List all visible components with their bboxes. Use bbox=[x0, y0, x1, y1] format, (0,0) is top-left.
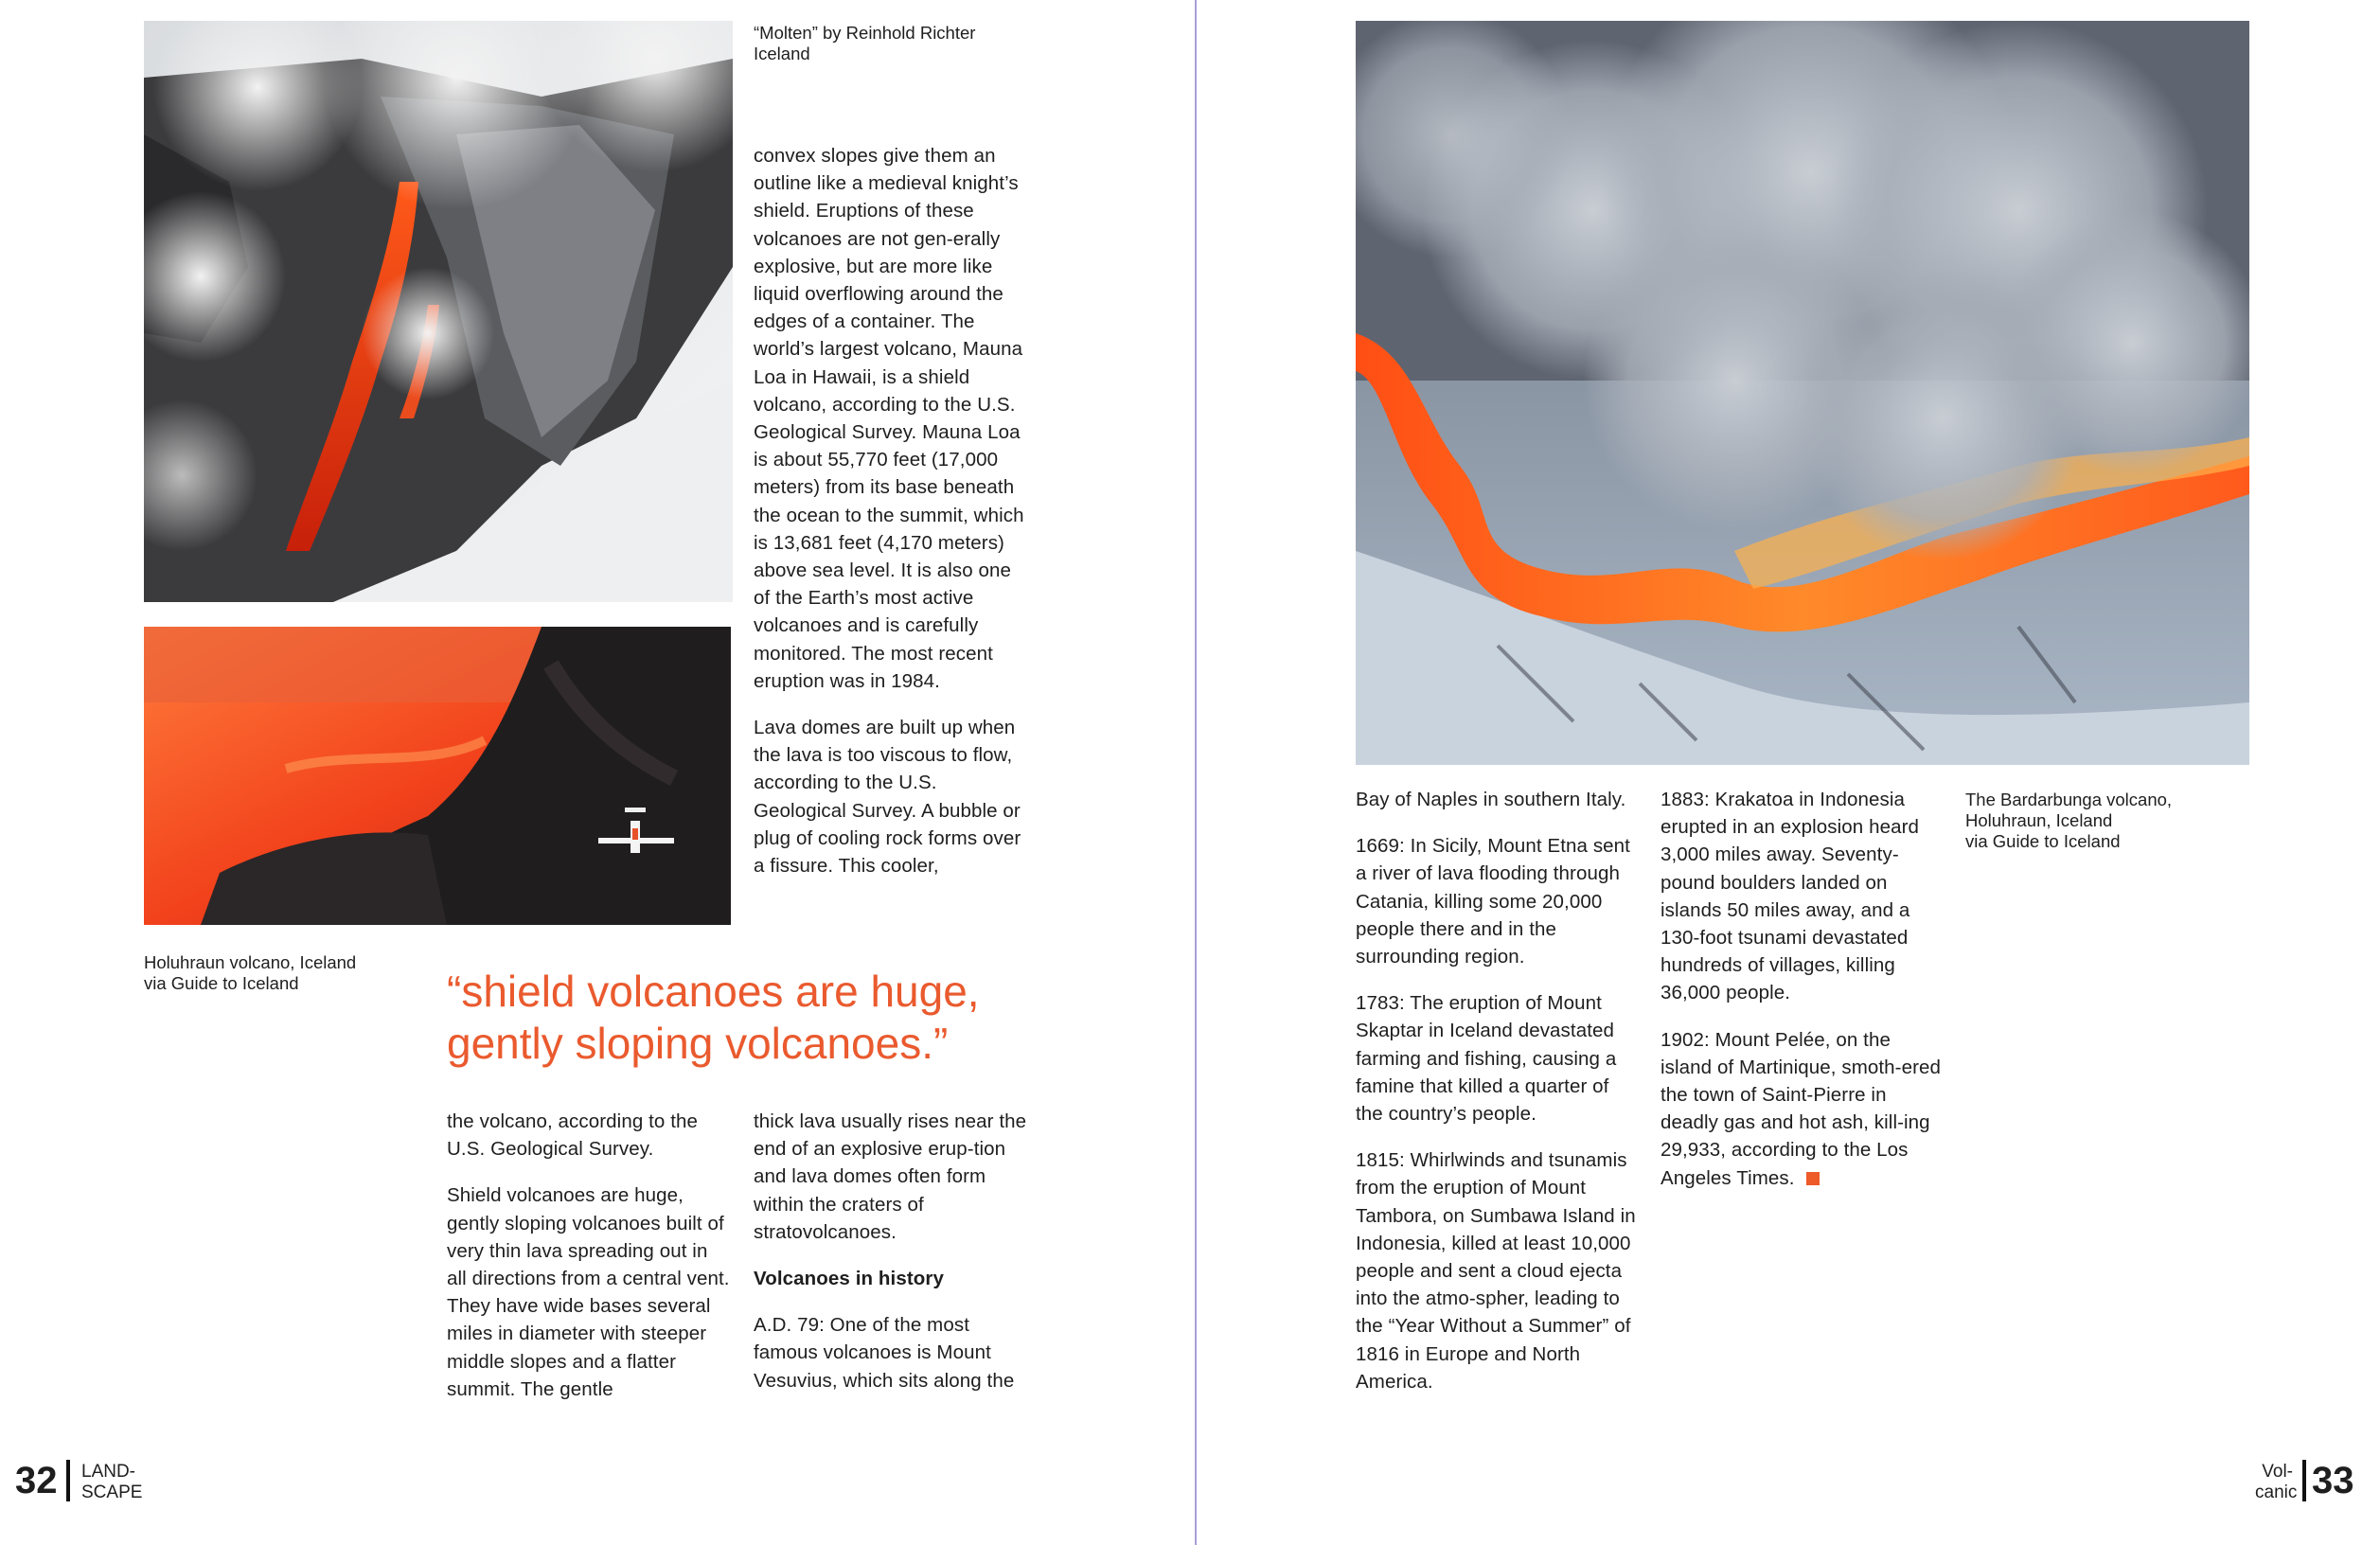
right-column-2 bbox=[1661, 786, 1945, 1211]
lower-column-a bbox=[447, 1108, 731, 1422]
page-number-left: 32 bbox=[15, 1460, 58, 1501]
caption-line: via Guide to Iceland bbox=[144, 973, 299, 993]
caption-line: The Bardarbunga volcano, bbox=[1965, 790, 2173, 809]
caption-line: Holuhraun, Iceland bbox=[1965, 810, 2113, 830]
section-label-left bbox=[81, 1462, 142, 1503]
quote-line: gently sloping volcanoes.” bbox=[447, 1019, 949, 1068]
paragraph: 1902: Mount Pelée, on the island of Martinique, smoth-ered the town of Saint-Pierre in deadly gas and hot ash, kill-ing 29,933, according to the Los Angeles Times. bbox=[1661, 1028, 1942, 1189]
molten-photo-caption bbox=[754, 23, 1038, 64]
section-label-line: LAND- bbox=[81, 1462, 136, 1482]
caption-line: Holuhraun volcano, Iceland bbox=[144, 952, 357, 972]
holuhraun-plane-photo bbox=[144, 627, 731, 925]
caption-line: “Molten” by Reinhold Richter bbox=[754, 23, 976, 43]
paragraph: Lava domes are built up when the lava is too viscous to flow, according to the U.S. Geological Survey. A bubble or plug of cooling rock forms over a fissure. This cooler, bbox=[754, 717, 1021, 878]
bardarbunga-volcano-photo bbox=[1356, 21, 2249, 765]
section-label-line: canic bbox=[2255, 1483, 2298, 1502]
paragraph-with-endmark bbox=[1661, 1026, 1945, 1192]
section-label-line: Vol- bbox=[2262, 1462, 2293, 1482]
paragraph: convex slopes give them an outline like a medieval knight’s shield. Eruptions of these volcanoes are not gen-erally explosive, but are more like liquid overflowing around the edges of a container. The world’s largest volcano, Mauna Loa in Hawaii, is a shield volcano, according to the U.S. Geological Survey. Mauna Loa is about 55,770 feet (17,000 meters) from its base beneath the ocean to the summit, which is 13,681 feet (4,170 meters) above sea level. It is also one of the Earth’s most active volcanoes and is carefully monitored. The most recent eruption was in 1984. bbox=[754, 145, 1024, 692]
holuhraun-photo-caption bbox=[144, 952, 428, 994]
caption-line: via Guide to Iceland bbox=[1965, 831, 2121, 851]
folio-bar-left bbox=[66, 1460, 70, 1501]
section-label-right bbox=[2255, 1462, 2298, 1503]
paragraph: Bay of Naples in southern Italy. bbox=[1356, 789, 1626, 810]
caption-line: Iceland bbox=[754, 44, 810, 63]
paragraph: the volcano, according to the U.S. Geological Survey. bbox=[447, 1110, 699, 1161]
paragraph: 1815: Whirlwinds and tsunamis from the eruption of Mount Tambora, on Sumbawa Island in Indonesia, killed at least 10,000 people and sent a cloud ejecta into the atmo-spher, leading to the “Year Without a Summer” of 1816 in Europe and North America. bbox=[1356, 1149, 1636, 1393]
paragraph: 1783: The eruption of Mount Skaptar in Iceland devastated farming and fishing, causing a famine that killed a quarter of the country’s people. bbox=[1356, 992, 1617, 1126]
lower-column-b bbox=[754, 1108, 1032, 1413]
end-mark-square bbox=[1806, 1172, 1820, 1185]
folio-bar-right bbox=[2302, 1460, 2306, 1501]
page-number-right: 33 bbox=[2312, 1460, 2354, 1501]
pull-quote bbox=[447, 966, 1053, 1070]
paragraph: A.D. 79: One of the most famous volcanoes is Mount Vesuvius, which sits along the bbox=[754, 1314, 1015, 1392]
section-heading: Volcanoes in history bbox=[754, 1268, 944, 1290]
page-spine-divider bbox=[1195, 0, 1197, 1545]
right-column-1 bbox=[1356, 786, 1640, 1414]
paragraph: 1669: In Sicily, Mount Etna sent a river of lava flooding through Catania, killing some 20,000 people there and in the surrounding region. bbox=[1356, 835, 1630, 968]
left-column-text bbox=[754, 142, 1032, 898]
paragraph: Shield volcanoes are huge, gently sloping volcanoes built of very thin lava spreading out in all directions from a central vent. They have wide bases several miles in diameter with steeper middle slopes and a flatter summit. The gentle bbox=[447, 1184, 730, 1400]
molten-volcano-photo bbox=[144, 21, 733, 602]
quote-line: “shield volcanoes are huge, bbox=[447, 967, 980, 1016]
paragraph: thick lava usually rises near the end of an explosive erup-tion and lava domes often form within the craters of stratovolcanoes. bbox=[754, 1110, 1027, 1243]
paragraph: 1883: Krakatoa in Indonesia erupted in an explosion heard 3,000 miles away. Seventy-pound boulders landed on islands 50 miles away, and a 130-foot tsunami devastated hundreds of villages, killing 36,000 people. bbox=[1661, 789, 1920, 1004]
section-label-line: SCAPE bbox=[81, 1483, 143, 1502]
bardarbunga-photo-caption bbox=[1965, 790, 2249, 852]
